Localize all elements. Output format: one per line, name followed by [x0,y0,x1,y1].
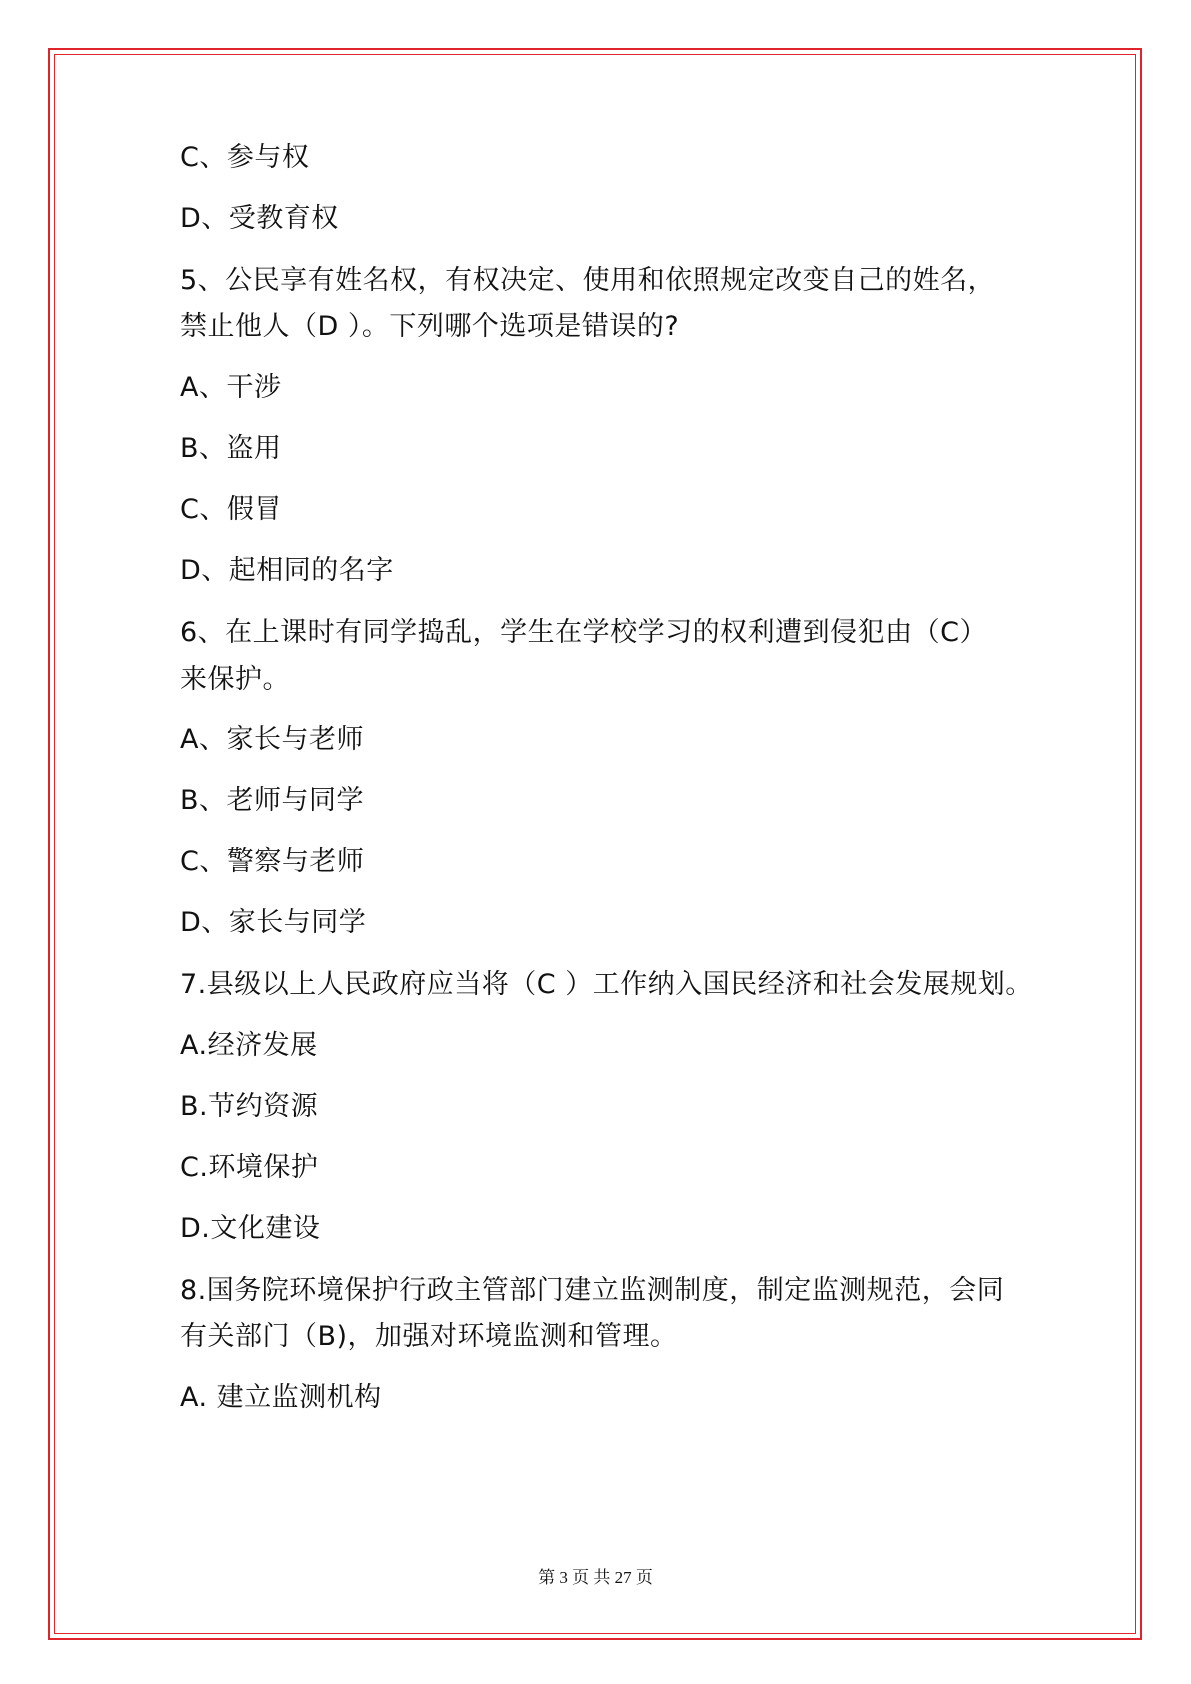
question-6-line-1: 6、在上课时有同学捣乱，学生在学校学习的权利遭到侵犯由（C） [180,617,988,648]
q7-option-d: D.文化建设 [180,1213,321,1244]
page-footer: 第 3 页 共 27 页 [538,1568,653,1587]
question-8-line-2: 有关部门（B)，加强对环境监测和管理。 [180,1321,678,1352]
q8-option-a: A. 建立监测机构 [180,1382,382,1413]
q6-option-d: D、家长与同学 [180,907,367,938]
question-7: 7.县级以上人民政府应当将（C ）工作纳入国民经济和社会发展规划。 [180,969,1033,1000]
option-c-participation: C、参与权 [180,142,310,173]
question-6-line-2: 来保护。 [180,664,290,695]
q5-option-b: B、盗用 [180,433,282,464]
option-d-education: D、受教育权 [180,203,339,234]
q6-option-a: A、家长与老师 [180,724,364,755]
q5-option-d: D、起相同的名字 [180,555,394,586]
question-5-line-2: 禁止他人（D ）。下列哪个选项是错误的? [180,311,680,342]
q7-option-a: A.经济发展 [180,1030,318,1061]
q6-option-c: C、警察与老师 [180,846,365,877]
question-5-line-1: 5、公民享有姓名权，有权决定、使用和依照规定改变自己的姓名， [180,265,996,296]
question-8-line-1: 8.国务院环境保护行政主管部门建立监测制度，制定监测规范，会同 [180,1275,1005,1306]
q5-option-a: A、干涉 [180,372,282,403]
q7-option-c: C.环境保护 [180,1152,319,1183]
q6-option-b: B、老师与同学 [180,785,365,816]
q7-option-b: B.节约资源 [180,1091,319,1122]
q5-option-c: C、假冒 [180,494,282,525]
